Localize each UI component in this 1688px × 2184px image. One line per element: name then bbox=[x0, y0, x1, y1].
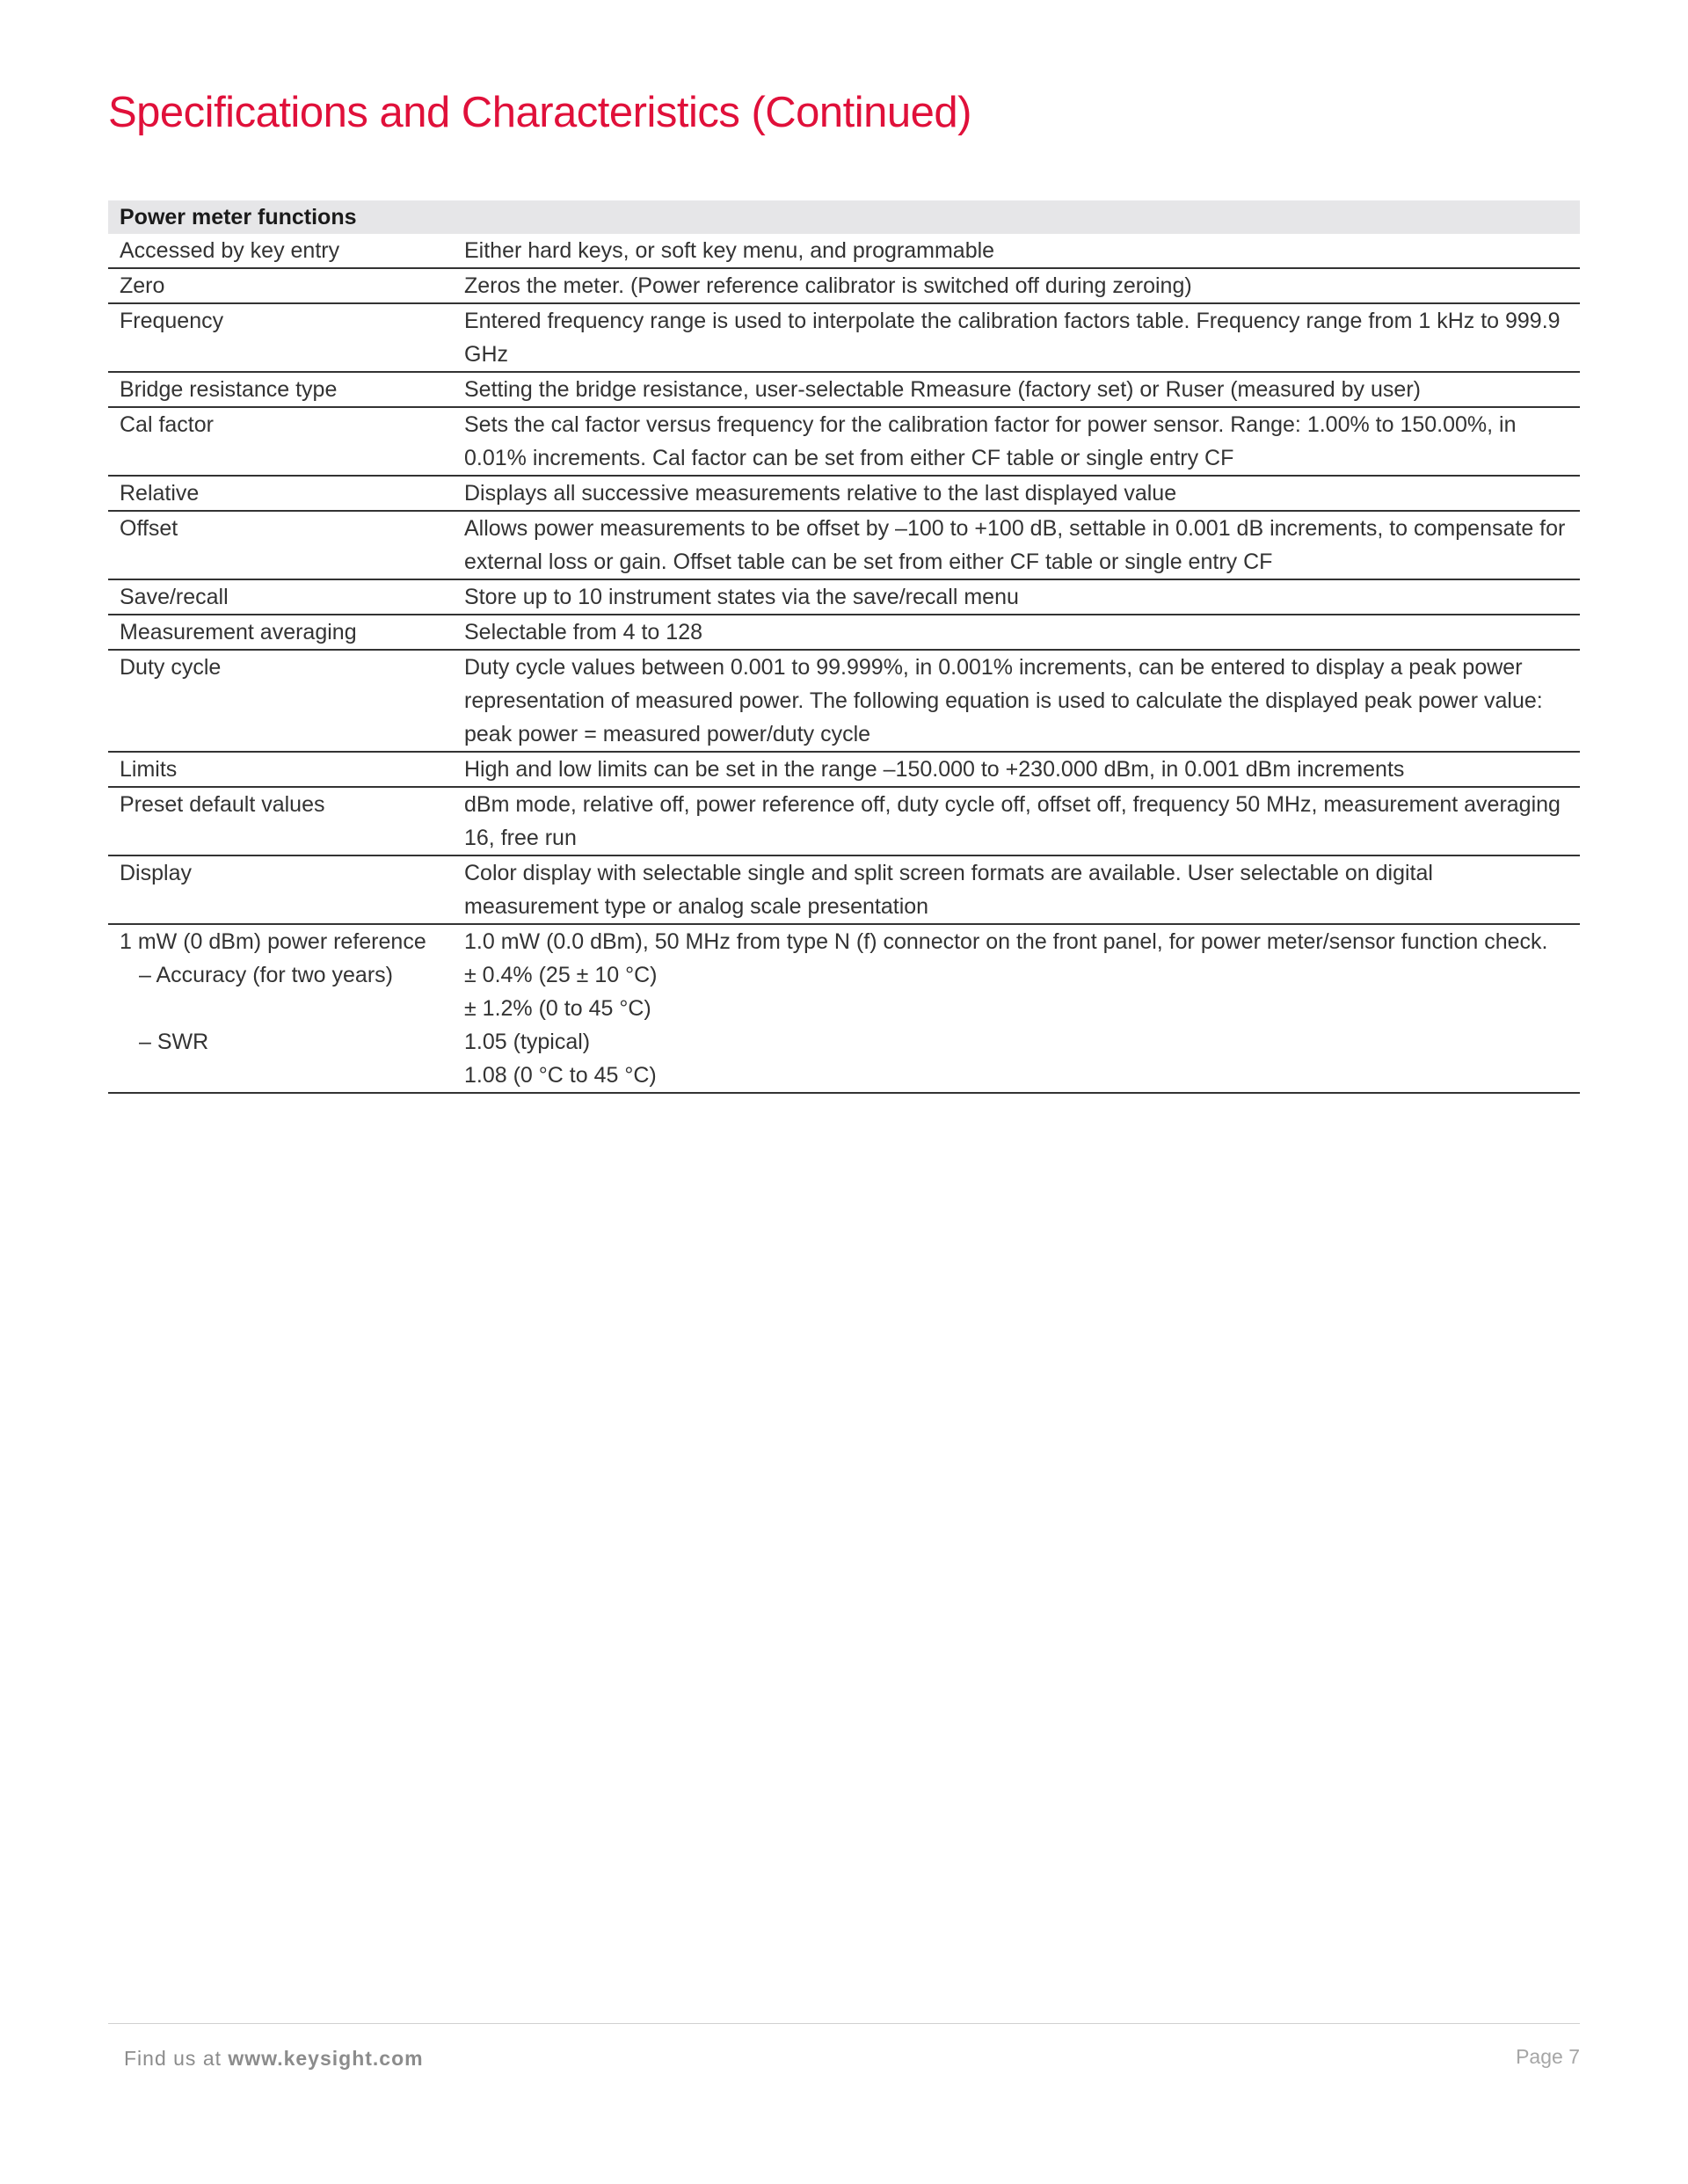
table-row bbox=[108, 579, 1580, 615]
row-value: Zeros the meter. (Power reference calibrator is switched off during zeroing) bbox=[453, 268, 1580, 303]
swr-value-2: 1.08 (0 °C to 45 °C) bbox=[464, 1063, 657, 1088]
table-row bbox=[108, 372, 1580, 407]
row-value: Store up to 10 instrument states via the save/recall menu bbox=[453, 579, 1580, 615]
row-value: Color display with selectable single and split screen formats are available. User selectable on digital measurement type or analog scale presentation bbox=[453, 855, 1580, 924]
row-label: Preset default values bbox=[108, 787, 453, 855]
page-number: Page 7 bbox=[1516, 2045, 1580, 2068]
table-row bbox=[108, 234, 1580, 268]
table-row-power-reference bbox=[108, 924, 1580, 1093]
row-value: Setting the bridge resistance, user-selectable Rmeasure (factory set) or Ruser (measured by user) bbox=[453, 372, 1580, 407]
table-row bbox=[108, 407, 1580, 476]
row-label: Duty cycle bbox=[108, 650, 453, 752]
accuracy-value-2: ± 1.2% (0 to 45 °C) bbox=[464, 996, 651, 1021]
row-label: Cal factor bbox=[108, 407, 453, 476]
footer-divider bbox=[108, 2023, 1580, 2024]
row-label: Limits bbox=[108, 752, 453, 787]
row-label: Measurement averaging bbox=[108, 615, 453, 650]
row-value: Selectable from 4 to 128 bbox=[453, 615, 1580, 650]
table-row bbox=[108, 476, 1580, 511]
row-value: Allows power measurements to be offset by –100 to +100 dB, settable in 0.001 dB increments, to compensate for external loss or gain. Offset table can be set from either CF table or single entry CF bbox=[453, 511, 1580, 579]
table-row bbox=[108, 855, 1580, 924]
table-row bbox=[108, 650, 1580, 752]
power-reference-labels bbox=[108, 924, 453, 1093]
swr-label-spacer bbox=[120, 1059, 441, 1092]
row-value bbox=[453, 650, 1580, 752]
row-value: Entered frequency range is used to interpolate the calibration factors table. Frequency range from 1 kHz to 999.9 GHz bbox=[453, 303, 1580, 372]
footer-find-us bbox=[124, 2047, 424, 2071]
specifications-table bbox=[108, 200, 1580, 1094]
table-row bbox=[108, 511, 1580, 579]
power-reference-values bbox=[453, 924, 1580, 1093]
row-label: Save/recall bbox=[108, 579, 453, 615]
swr-value-1: 1.05 (typical) bbox=[464, 1030, 591, 1054]
row-label: Display bbox=[108, 855, 453, 924]
power-reference-label: 1 mW (0 dBm) power reference bbox=[120, 929, 426, 954]
duty-cycle-equation: peak power = measured power/duty cycle bbox=[464, 722, 871, 746]
table-row bbox=[108, 268, 1580, 303]
row-label: Relative bbox=[108, 476, 453, 511]
table-section-header bbox=[108, 200, 1580, 234]
table-row bbox=[108, 615, 1580, 650]
footer-website-link[interactable]: www.keysight.com bbox=[228, 2047, 424, 2070]
row-value: High and low limits can be set in the range –150.000 to +230.000 dBm, in 0.001 dBm increments bbox=[453, 752, 1580, 787]
table-row bbox=[108, 787, 1580, 855]
page-title: Specifications and Characteristics (Continued) bbox=[108, 89, 971, 136]
accuracy-label: – Accuracy (for two years) bbox=[139, 963, 393, 987]
row-value: Either hard keys, or soft key menu, and programmable bbox=[453, 234, 1580, 268]
row-label: Frequency bbox=[108, 303, 453, 372]
duty-cycle-description: Duty cycle values between 0.001 to 99.999%, in 0.001% increments, can be entered to display a peak power representation of measured power. The following equation is used to calculate the displayed peak power value: bbox=[464, 655, 1543, 713]
row-label: Accessed by key entry bbox=[108, 234, 453, 268]
power-reference-value: 1.0 mW (0.0 dBm), 50 MHz from type N (f) connector on the front panel, for power meter/sensor function check. bbox=[464, 929, 1548, 954]
table-row bbox=[108, 752, 1580, 787]
row-value: dBm mode, relative off, power reference off, duty cycle off, offset off, frequency 50 MHz, measurement averaging 16, free run bbox=[453, 787, 1580, 855]
accuracy-label-spacer bbox=[120, 992, 441, 1025]
swr-label: – SWR bbox=[139, 1030, 209, 1054]
section-header-label: Power meter functions bbox=[108, 200, 453, 234]
footer-find-us-prefix: Find us at bbox=[124, 2047, 229, 2070]
row-label: Bridge resistance type bbox=[108, 372, 453, 407]
section-header-spacer bbox=[453, 200, 1580, 234]
row-label: Zero bbox=[108, 268, 453, 303]
row-label: Offset bbox=[108, 511, 453, 579]
accuracy-value-1: ± 0.4% (25 ± 10 °C) bbox=[464, 963, 658, 987]
row-value: Sets the cal factor versus frequency for the calibration factor for power sensor. Range: 1.00% to 150.00%, in 0.01% increments. Cal factor can be set from either CF table or single entry CF bbox=[453, 407, 1580, 476]
table-row bbox=[108, 303, 1580, 372]
row-value: Displays all successive measurements relative to the last displayed value bbox=[453, 476, 1580, 511]
